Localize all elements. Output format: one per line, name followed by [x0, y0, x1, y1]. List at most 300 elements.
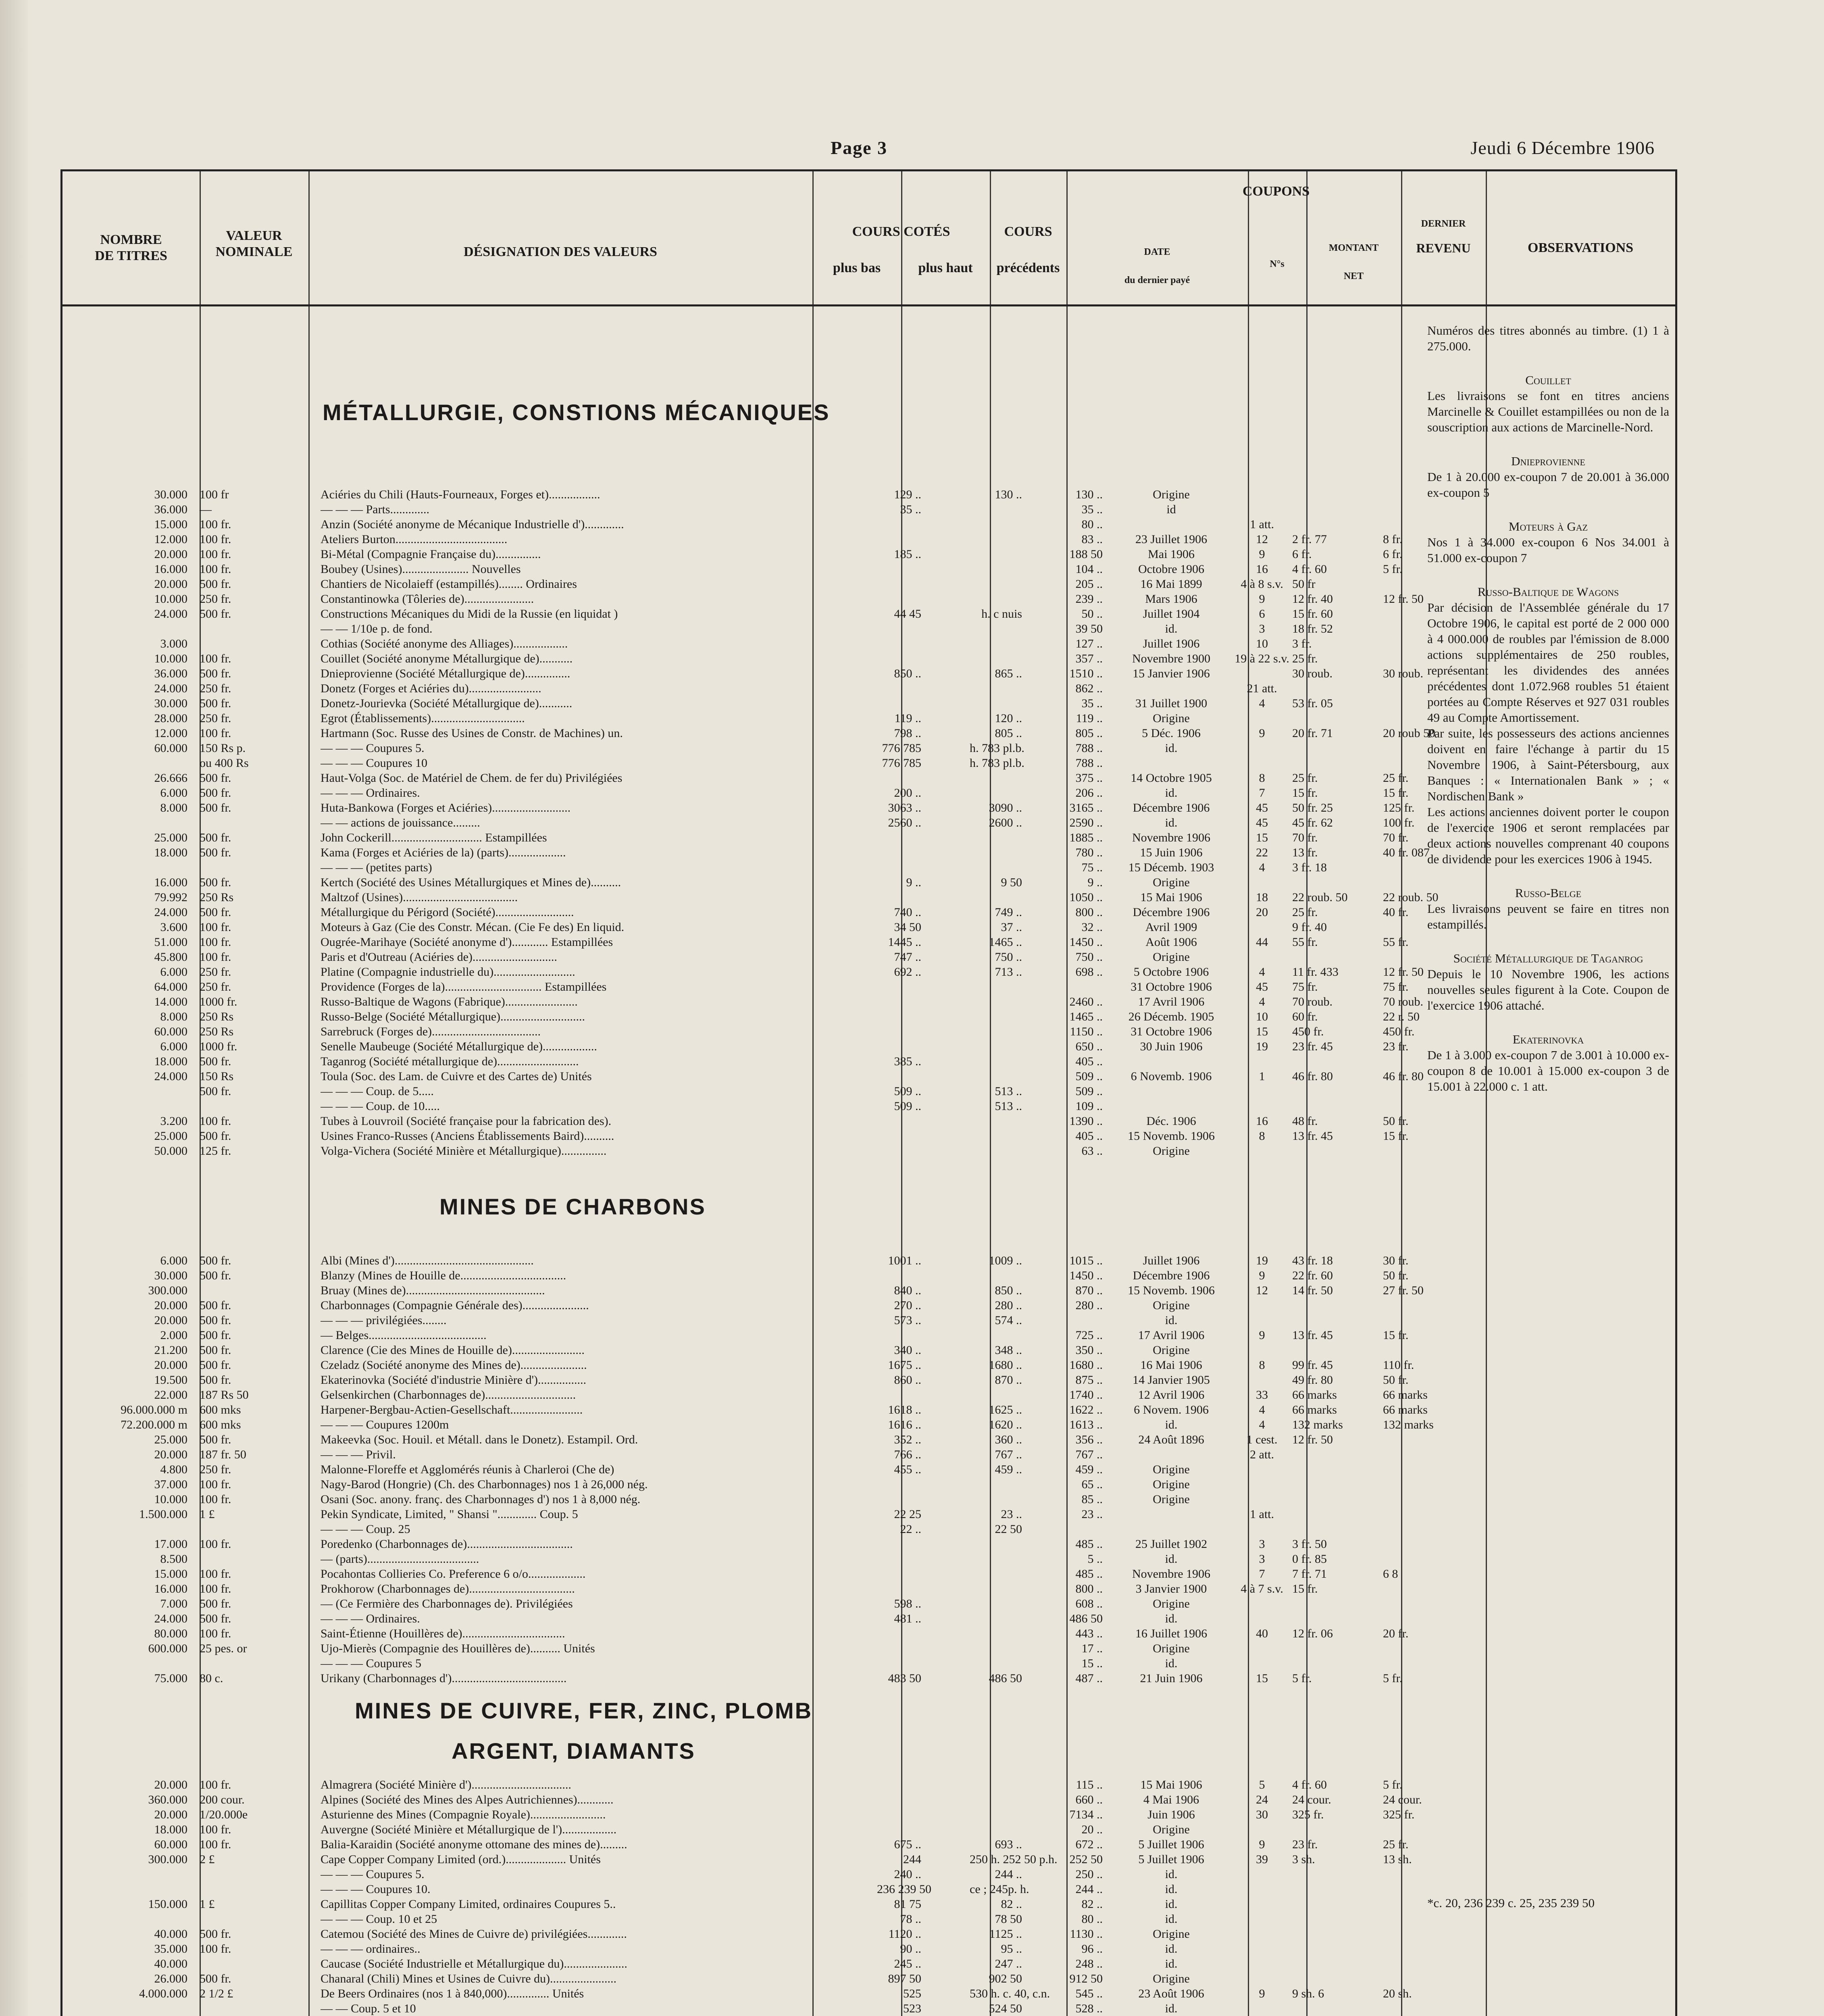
cell-montant: 132 marks [1292, 1418, 1343, 1431]
cell-numero: 19 [1256, 1254, 1268, 1267]
cell-montant: 50 fr [1292, 577, 1316, 591]
cell-date: Origine [1153, 950, 1190, 964]
cell-date: Origine [1153, 1823, 1190, 1836]
cell-cours-precedents: 5 .. [1087, 1552, 1103, 1566]
cell-nombre: 64.000 [154, 980, 187, 993]
cell-designation: Couillet (Société anonyme Métallurgique de)........... [321, 652, 573, 665]
cell-designation: Providence (Forges de la)................................ Estampillées [321, 980, 607, 993]
cell-montant: 46 fr. 80 [1292, 1070, 1333, 1083]
cell-revenu: 50 fr. [1383, 1269, 1409, 1282]
cell-date: Origine [1153, 1597, 1190, 1610]
cell-nombre: 6.000 [160, 965, 187, 979]
cell-numero: 15 [1256, 1672, 1268, 1685]
cell-nombre: 8.500 [160, 1552, 187, 1566]
cell-numero: 45 [1256, 980, 1268, 993]
cell-numero: 4 [1259, 697, 1265, 710]
cell-cours-precedents: 9 .. [1087, 876, 1103, 889]
cell-montant: 3 fr. [1292, 637, 1312, 650]
table-row [62, 1448, 1413, 1463]
cell-valeur: 125 fr. [200, 1144, 231, 1158]
cell-numero: 4 [1259, 965, 1265, 979]
cell-nombre: 300.000 [148, 1284, 187, 1297]
cell-nombre: 20.000 [154, 1358, 187, 1372]
observations-column [1427, 323, 1669, 1094]
cell-plus-haut: 247 .. [995, 1957, 1022, 1970]
cell-plus-bas: 598 .. [894, 1597, 921, 1610]
cell-date: 6 Novemb. 1906 [1131, 1070, 1212, 1083]
table-row [62, 1657, 1413, 1672]
cell-montant: 30 roub. [1292, 667, 1333, 680]
obs-heading: Société Métallurgique de Taganrog [1453, 951, 1643, 965]
table-row [62, 801, 1413, 816]
table-row [62, 950, 1413, 965]
cell-date: 12 Avril 1906 [1138, 1388, 1205, 1402]
header-no: N°s [1270, 259, 1285, 269]
cell-numero: 9 [1259, 548, 1265, 561]
cell-plus-haut: 805 .. [995, 727, 1022, 740]
table-row [62, 607, 1413, 622]
cell-cours-precedents: 20 .. [1081, 1823, 1103, 1836]
cell-valeur: 250 Rs [200, 1025, 234, 1038]
cell-designation: — — — Coupures 5. [321, 741, 425, 755]
cell-plus-haut: 1465 .. [989, 935, 1022, 949]
cell-revenu: 15 fr. [1383, 1129, 1409, 1143]
cell-plus-haut: 360 .. [995, 1433, 1022, 1446]
cell-nombre: 2.000 [160, 1329, 187, 1342]
cell-nombre: 96.000.000 m [121, 1403, 187, 1416]
cell-revenu: 50 fr. [1383, 1114, 1409, 1128]
cell-cours-precedents: 750 .. [1075, 950, 1103, 964]
table-row [62, 1070, 1424, 1085]
table-row [62, 1582, 1413, 1597]
obs-note: De 1 à 20.000 ex-coupon 7 de 20.001 à 36.000 ex-coupon 5 [1427, 470, 1669, 500]
cell-cours-precedents: 3165 .. [1069, 801, 1103, 814]
cell-valeur: 100 fr. [200, 1478, 231, 1491]
cell-date: Novembre 1900 [1132, 652, 1211, 665]
cell-date: Mai 1906 [1148, 548, 1195, 561]
cell-nombre: 20.000 [154, 1314, 187, 1327]
header-coupons: COUPONS [1242, 184, 1310, 199]
cell-designation: Toula (Soc. des Lam. de Cuivre et des Cartes de) Unités [321, 1070, 592, 1083]
cell-cours-precedents: 127 .. [1075, 637, 1103, 650]
table-row [62, 965, 1424, 980]
cell-nombre: 3.600 [160, 921, 187, 934]
cell-cours-precedents: 405 .. [1075, 1129, 1103, 1143]
cell-numero: 45 [1256, 801, 1268, 814]
cell-nombre: 24.000 [154, 607, 187, 621]
cell-valeur: 100 fr. [200, 562, 231, 576]
table-row [62, 488, 1413, 503]
cell-nombre: 25.000 [154, 831, 187, 844]
table-row [62, 637, 1413, 652]
cell-montant: 25 fr. [1292, 652, 1318, 665]
cell-cours-precedents: 1613 .. [1069, 1418, 1103, 1431]
cell-nombre: 22.000 [154, 1388, 187, 1402]
cell-designation: Maltzof (Usines)...................................... [321, 891, 518, 904]
cell-date: Origine [1153, 1463, 1190, 1476]
cell-valeur: 500 fr. [200, 906, 231, 919]
cell-plus-haut: 524 50 [989, 2002, 1022, 2015]
cell-revenu: 6 8 [1383, 1567, 1398, 1581]
table-row [62, 1927, 1413, 1942]
cell-valeur: 1 £ [200, 1897, 215, 1911]
cell-nombre: 16.000 [154, 1582, 187, 1595]
cell-designation: — — — ordinaires.. [321, 1942, 421, 1956]
cell-valeur: 1000 fr. [200, 995, 237, 1008]
cell-date: Origine [1153, 1299, 1190, 1312]
cell-cours-precedents: 32 .. [1081, 921, 1103, 934]
cell-valeur: 500 fr. [200, 1254, 231, 1267]
cell-montant: 13 fr. 45 [1292, 1129, 1333, 1143]
table-row [62, 1612, 1413, 1627]
cell-designation: — — — Coup. 25 [321, 1522, 410, 1536]
cell-designation: Pekin Syndicate, Limited, " Shansi "............. Coup. 5 [321, 1508, 578, 1521]
cell-nombre: 25.000 [154, 1433, 187, 1446]
cell-valeur: 250 fr. [200, 965, 231, 979]
cell-nombre: 60.000 [154, 741, 187, 755]
cell-numero: 3 [1259, 622, 1265, 635]
cell-plus-haut: h. c nuis [981, 607, 1022, 621]
table-row [62, 1055, 1413, 1070]
cell-nombre: 37.000 [154, 1478, 187, 1491]
cell-date: 31 Octobre 1906 [1131, 980, 1212, 993]
cell-numero: 4 à 7 s.v. [1241, 1582, 1283, 1595]
table-row [62, 1597, 1413, 1612]
cell-nombre: 4.800 [160, 1463, 187, 1476]
table-row [62, 1672, 1413, 1687]
cell-montant: 25 fr. [1292, 906, 1318, 919]
cell-cours-precedents: 130 .. [1075, 488, 1103, 501]
cell-designation: John Cockerill.............................. Estampillées [321, 831, 547, 844]
cell-plus-bas: 692 .. [894, 965, 921, 979]
cell-designation: — — — Coupures 1200m [321, 1418, 449, 1431]
cell-valeur: 500 fr. [200, 1972, 231, 1985]
table-row [62, 1883, 1413, 1897]
cell-plus-bas: 1001 .. [888, 1254, 921, 1267]
table-row [62, 816, 1413, 831]
cell-designation: — — — Coupures 5 [321, 1657, 421, 1670]
cell-cours-precedents: 698 .. [1075, 965, 1103, 979]
cell-valeur: 500 fr. [200, 1314, 231, 1327]
cell-cours-precedents: 35 .. [1081, 697, 1103, 710]
cell-nombre: 28.000 [154, 712, 187, 725]
cell-plus-bas: 675 .. [894, 1838, 921, 1851]
cell-numero: 9 [1259, 727, 1265, 740]
cell-numero: 1 cest. [1246, 1433, 1278, 1446]
table-row [62, 1853, 1413, 1868]
obs-note: Par suite, les possesseurs des actions anciennes doivent en faire l'échange à partir du 15 Novembre 1906, à Saint-Pétersbourg, aux Banques : « Internationalen Bank » ; « Nordischen Bank » [1427, 726, 1669, 803]
cell-montant: 325 fr. [1292, 1808, 1324, 1821]
cell-revenu: 15 fr. [1383, 1329, 1409, 1342]
cell-date: Mars 1906 [1145, 592, 1197, 606]
table-row [62, 935, 1413, 950]
cell-cours-precedents: 96 .. [1081, 1942, 1103, 1956]
cell-revenu: 70 fr. [1383, 831, 1409, 844]
cell-nombre: 30.000 [154, 697, 187, 710]
cell-designation: Huta-Bankowa (Forges et Aciéries).......................... [321, 801, 571, 814]
cell-date: 4 Mai 1906 [1143, 1793, 1199, 1806]
cell-plus-bas: 22 .. [900, 1522, 921, 1536]
cell-date: Origine [1153, 1972, 1190, 1985]
cell-cours-precedents: 1680 .. [1069, 1358, 1103, 1372]
cell-plus-haut: 513 .. [995, 1100, 1022, 1113]
cell-plus-bas: 244 [903, 1853, 921, 1866]
cell-cours-precedents: 487 .. [1075, 1672, 1103, 1685]
cell-numero: 4 [1259, 861, 1265, 874]
cell-designation: Kertch (Société des Usines Métallurgiques et Mines de).......... [321, 876, 621, 889]
cell-nombre: 75.000 [154, 1672, 187, 1685]
cell-revenu: 70 roub. [1383, 995, 1423, 1008]
cell-nombre: 18.000 [154, 1055, 187, 1068]
cell-cours-precedents: 1465 .. [1069, 1010, 1103, 1023]
cell-revenu: 66 marks [1383, 1403, 1428, 1416]
cell-plus-bas: 1618 .. [888, 1403, 921, 1416]
table-row [62, 1493, 1413, 1508]
cell-date: Déc. 1906 [1146, 1114, 1196, 1128]
cell-date: 3 Janvier 1900 [1135, 1582, 1207, 1595]
cell-cours-precedents: 2460 .. [1069, 995, 1103, 1008]
cell-cours-precedents: 485 .. [1075, 1537, 1103, 1551]
cell-revenu: 15 fr. [1383, 786, 1409, 800]
cell-valeur: 150 Rs p. [200, 741, 246, 755]
cell-cours-precedents: 1390 .. [1069, 1114, 1103, 1128]
obs-heading: Russo-Belge [1515, 886, 1582, 900]
cell-valeur: 100 fr. [200, 1778, 231, 1791]
cell-numero: 9 [1259, 1269, 1265, 1282]
cell-numero: 24 [1256, 1793, 1268, 1806]
cell-revenu: 8 fr. [1383, 533, 1403, 546]
cell-cours-precedents: 405 .. [1075, 1055, 1103, 1068]
cell-montant: 3 fr. 18 [1292, 861, 1327, 874]
cell-nombre: 24.000 [154, 1070, 187, 1083]
cell-nombre: 26.666 [154, 771, 187, 785]
cell-cours-precedents: 912 50 [1069, 1972, 1103, 1985]
cell-plus-bas: 119 .. [894, 712, 921, 725]
cell-revenu: 12 fr. 50 [1383, 592, 1424, 606]
table-row [62, 1972, 1413, 1987]
cell-montant: 70 fr. [1292, 831, 1318, 844]
cell-montant: 15 fr. 60 [1292, 607, 1333, 621]
section-charbons [62, 1254, 1434, 1687]
table-row [62, 1838, 1413, 1853]
cell-date: 31 Octobre 1906 [1131, 1025, 1212, 1038]
cell-revenu: 22 r. 50 [1383, 1010, 1420, 1023]
table-row [62, 1463, 1413, 1478]
cell-date: 31 Juillet 1900 [1135, 697, 1208, 710]
cell-date: 30 Juin 1906 [1140, 1040, 1203, 1053]
cell-plus-bas: 200 .. [894, 786, 921, 800]
cell-valeur: 100 fr. [200, 950, 231, 964]
cell-cours-precedents: 608 .. [1075, 1597, 1103, 1610]
cell-revenu: 5 fr. [1383, 1778, 1403, 1791]
cell-valeur: 500 fr. [200, 801, 231, 814]
cell-montant: 18 fr. 52 [1292, 622, 1333, 635]
cell-designation: — — — Parts............. [321, 503, 429, 516]
cell-designation: Urikany (Charbonnages d')...................................... [321, 1672, 567, 1685]
table-row [62, 1329, 1413, 1343]
cell-valeur: 500 fr. [200, 846, 231, 859]
cell-nombre: 72.200.000 m [121, 1418, 187, 1431]
cell-numero: 45 [1256, 816, 1268, 829]
cell-plus-haut: 850 .. [995, 1284, 1022, 1297]
cell-plus-haut: 130 .. [995, 488, 1022, 501]
cell-nombre: 19.500 [154, 1373, 187, 1387]
cell-designation: Capillitas Copper Company Limited, ordinaires Coupures 5.. [321, 1897, 616, 1911]
page-number: Page 3 [831, 137, 888, 158]
cell-cours-precedents: 104 .. [1075, 562, 1103, 576]
obs-note: Par décision de l'Assemblée générale du 17 Octobre 1906, le capital est porté de 2 000 000 à 4 000.000 de roubles par l'émission de 8.000 actions supplémentaires de 250 roubles, représentant les dividendes des années précédentes dont 1.072.968 roubles 51 étaient portées au Compte Réserves et 927 031 roubles 49 au Compte Amortissement. [1427, 600, 1669, 725]
cell-designation: Asturienne des Mines (Compagnie Royale)......................... [321, 1808, 606, 1821]
cell-revenu: 125 fr. [1383, 801, 1415, 814]
cell-valeur: ou 400 Rs [200, 756, 249, 770]
cell-valeur: 500 fr. [200, 1612, 231, 1625]
cell-numero: 4 à 8 s.v. [1241, 577, 1283, 591]
table-row [62, 1299, 1413, 1314]
cell-designation: Ujo-Mierès (Compagnie des Houillères de).......... Unités [321, 1642, 595, 1655]
cell-date: Origine [1153, 488, 1190, 501]
cell-numero: 9 [1259, 1838, 1265, 1851]
cell-numero: 1 att. [1250, 518, 1274, 531]
table-row [62, 1314, 1413, 1329]
cell-designation: Russo-Baltique de Wagons (Fabrique)........................ [321, 995, 578, 1008]
cell-cours-precedents: 356 .. [1075, 1433, 1103, 1446]
cell-montant: 49 fr. 80 [1292, 1373, 1333, 1387]
cell-date: 5 Juillet 1906 [1138, 1838, 1204, 1851]
cell-plus-bas: 573 .. [894, 1314, 921, 1327]
cell-plus-bas: 35 .. [900, 503, 921, 516]
cell-designation: Poredenko (Charbonnages de)................................... [321, 1537, 573, 1551]
cell-valeur: 500 fr. [200, 1927, 231, 1941]
cell-date: Origine [1153, 1642, 1190, 1655]
cell-revenu: 66 marks [1383, 1388, 1428, 1402]
obs-note: Numéros des titres abonnés au timbre. (1) 1 à 275.000. [1427, 323, 1669, 353]
cell-designation: Blanzy (Mines de Houille de................................... [321, 1269, 566, 1282]
cell-nombre: 51.000 [154, 935, 187, 949]
cell-designation: Charbonnages (Compagnie Générale des)...................... [321, 1299, 589, 1312]
cell-plus-bas: 240 .. [894, 1868, 921, 1881]
cell-plus-bas: 236 239 50 [877, 1883, 931, 1896]
cell-plus-bas: 1445 .. [888, 935, 921, 949]
cell-date: Juillet 1906 [1143, 637, 1200, 650]
cell-valeur: 500 fr. [200, 1299, 231, 1312]
cell-cours-precedents: 528 .. [1075, 2002, 1103, 2015]
cell-plus-bas: 245 .. [894, 1957, 921, 1970]
cell-designation: Prokhorow (Charbonnages de)................................... [321, 1582, 575, 1595]
obs-note: De 1 à 3.000 ex-coupon 7 de 3.001 à 10.000 ex-coupon 8 de 10.001 à 15.000 ex-coupon 3 de 15.001 à 22.000 c. 1 att. [1427, 1048, 1669, 1093]
cell-montant: 0 fr. 85 [1292, 1552, 1327, 1566]
cell-valeur: 1/20.000e [200, 1808, 248, 1821]
cell-numero: 9 [1259, 1987, 1265, 2000]
table-row [62, 1912, 1413, 1927]
table-row [62, 652, 1413, 667]
cell-date: 5 Octobre 1906 [1133, 965, 1209, 979]
cell-plus-haut: 244 .. [995, 1868, 1022, 1881]
cell-designation: Alpines (Société des Mines des Alpes Autrichiennes)............ [321, 1793, 614, 1806]
cell-designation: Cape Copper Company Limited (ord.).................... Unités [321, 1853, 601, 1866]
cell-cours-precedents: 1450 .. [1069, 1269, 1103, 1282]
cell-montant: 15 fr. [1292, 786, 1318, 800]
cell-montant: 23 fr. [1292, 1838, 1318, 1851]
cell-cours-precedents: 115 .. [1076, 1778, 1103, 1791]
cell-plus-haut: 23 .. [1001, 1508, 1022, 1521]
cell-date: 15 Mai 1906 [1140, 891, 1202, 904]
cell-valeur: 500 fr. [200, 786, 231, 800]
cell-designation: Russo-Belge (Société Métallurgique)............................ [321, 1010, 585, 1023]
cell-plus-bas: 776 785 [882, 741, 921, 755]
cell-valeur: 500 fr. [200, 876, 231, 889]
cell-plus-bas: 81 75 [894, 1897, 921, 1911]
cell-nombre: 60.000 [154, 1838, 187, 1851]
cell-cours-precedents: 188 50 [1069, 548, 1103, 561]
table-row [62, 1343, 1413, 1358]
cell-numero: 10 [1256, 1010, 1268, 1023]
cell-revenu: 50 fr. [1383, 1373, 1409, 1387]
table-row [62, 1567, 1413, 1582]
cell-revenu: 20 sh. [1383, 1987, 1412, 2000]
table-row [62, 1793, 1422, 1808]
cell-valeur: 500 fr. [200, 1269, 231, 1282]
cell-plus-bas: 1616 .. [888, 1418, 921, 1431]
cell-date: Juillet 1904 [1143, 607, 1200, 621]
cell-designation: Bruay (Mines de).............................................. [321, 1284, 545, 1297]
cell-nombre: 20.000 [154, 548, 187, 561]
header-valeur: VALEUR NOMINALE [215, 228, 293, 259]
cell-designation: Hartmann (Soc. Russe des Usines de Constr. de Machines) un. [321, 727, 623, 740]
cell-numero: 1 att. [1250, 1508, 1274, 1521]
section-title-cuivre: MINES DE CUIVRE, FER, ZINC, PLOMB [355, 1698, 813, 1723]
cell-montant: 22 fr. 60 [1292, 1269, 1333, 1282]
cell-designation: — — — Coupures 5. [321, 1868, 425, 1881]
cell-valeur: 2 £ [200, 1853, 215, 1866]
table-row [62, 1823, 1413, 1838]
cell-cours-precedents: 862 .. [1075, 682, 1103, 695]
cell-valeur: 250 Rs [200, 891, 234, 904]
page-date: Jeudi 6 Décembre 1906 [1470, 137, 1655, 158]
cell-designation: — — — Privil. [321, 1448, 396, 1461]
cell-date: 14 Janvier 1905 [1133, 1373, 1210, 1387]
cell-date: id. [1165, 786, 1178, 800]
cell-plus-haut: 250 h. 252 50 p.h. [970, 1853, 1058, 1866]
cell-cours-precedents: 7134 .. [1069, 1808, 1103, 1821]
cell-date: Avril 1909 [1145, 921, 1197, 934]
cell-designation: Albi (Mines d').............................................. [321, 1254, 534, 1267]
cell-plus-bas: 78 .. [900, 1912, 921, 1926]
cell-designation: Donetz (Forges et Aciéries du)........................ [321, 682, 541, 695]
cell-cours-precedents: 23 .. [1081, 1508, 1103, 1521]
cell-revenu: 325 fr. [1383, 1808, 1415, 1821]
cell-cours-precedents: 244 .. [1075, 1883, 1103, 1896]
cell-designation: — Belges....................................... [321, 1329, 487, 1342]
cell-valeur: 500 fr. [200, 1055, 231, 1068]
cell-nombre: 4.000.000 [139, 1987, 187, 2000]
cell-valeur: 1 £ [200, 1508, 215, 1521]
cell-plus-haut: 37 .. [1001, 921, 1022, 934]
cell-nombre: 8.000 [160, 801, 187, 814]
cell-nombre: 600.000 [148, 1642, 187, 1655]
table-row [62, 1627, 1413, 1642]
cell-designation: Saint-Étienne (Houillères de).................................. [321, 1627, 565, 1640]
cell-numero: 19 [1256, 1040, 1268, 1053]
cell-date: 15 Mai 1906 [1140, 1778, 1202, 1791]
cell-valeur: 25 pes. or [200, 1642, 247, 1655]
cell-numero: 1 [1259, 1070, 1265, 1083]
table-row [62, 1987, 1413, 2002]
cell-cours-precedents: 39 50 [1075, 622, 1103, 635]
cell-date: Décembre 1906 [1133, 906, 1210, 919]
cell-valeur: 600 mks [200, 1403, 241, 1416]
cell-montant: 13 fr. [1292, 846, 1318, 859]
cell-valeur: 250 fr. [200, 1463, 231, 1476]
